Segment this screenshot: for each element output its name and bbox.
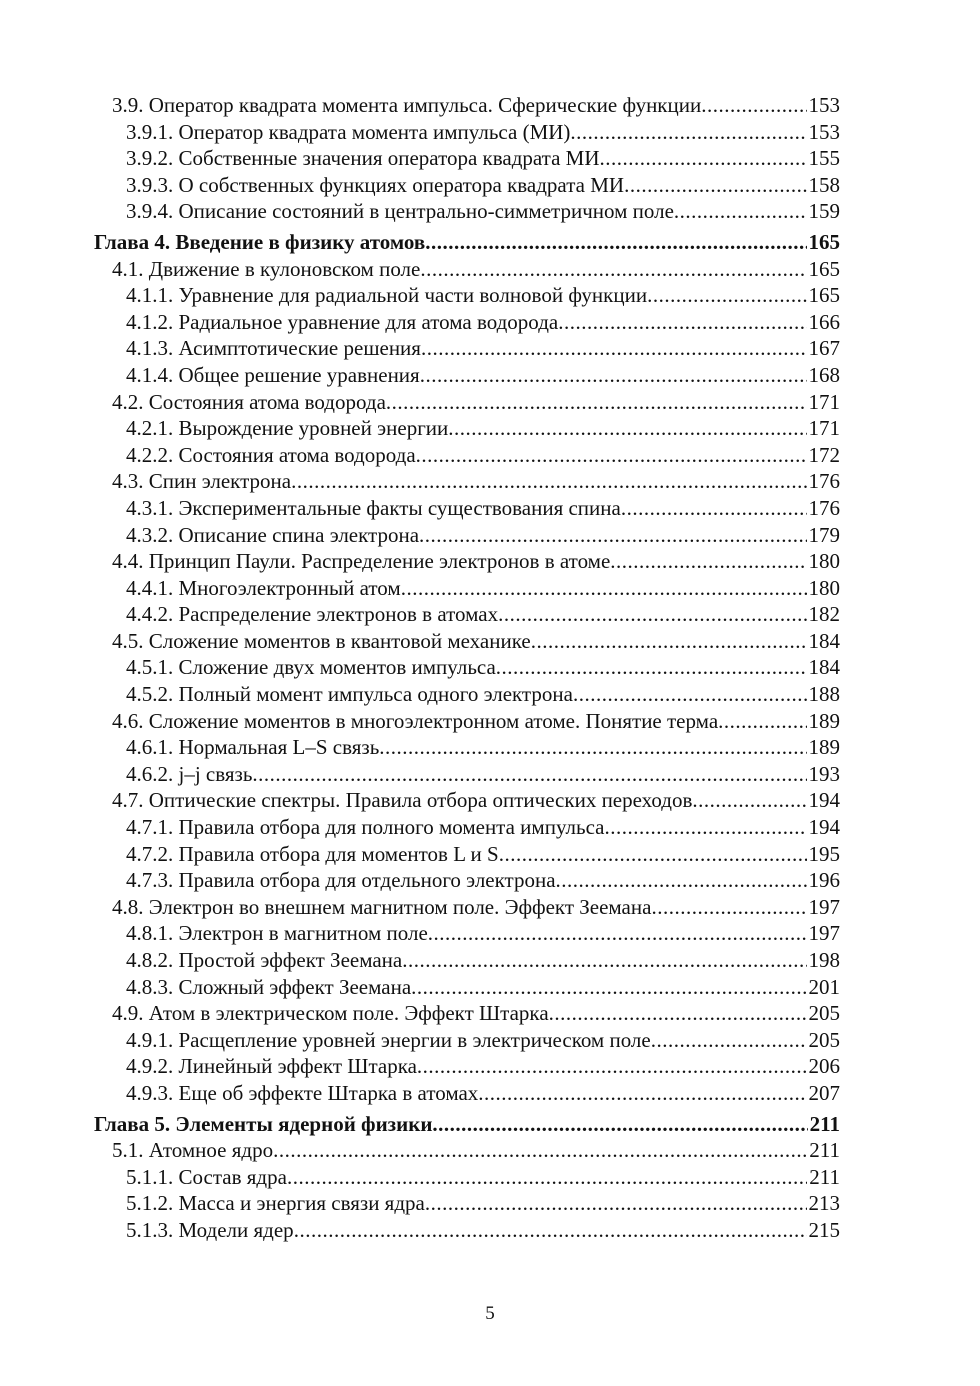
- toc-entry-title: 4.4. Принцип Паули. Распределение электронов в атоме: [112, 549, 611, 574]
- toc-leader-dots: [531, 628, 807, 655]
- toc-entry-title: 4.7.2. Правила отбора для моментов L и S: [126, 841, 499, 866]
- toc-entry-page: 196: [808, 868, 840, 893]
- toc-entry-page: 172: [808, 442, 840, 467]
- toc-subsection-entry: [94, 867, 840, 894]
- toc-entry-page: 201: [808, 974, 840, 999]
- toc-chapter-entry: [94, 229, 840, 256]
- toc-entry-page: 180: [808, 575, 840, 600]
- toc-entry-title: 4.4.2. Распределение электронов в атомах: [126, 602, 499, 627]
- toc-entry-title: 4.3. Спин электрона: [112, 469, 292, 494]
- toc-subsection-entry: [94, 1080, 840, 1107]
- toc-section-entry: [94, 468, 840, 495]
- toc-leader-dots: [499, 841, 807, 868]
- toc-entry-title: Глава 4. Введение в физику атомов: [94, 229, 426, 254]
- toc-entry-page: 168: [808, 362, 840, 387]
- toc-entry-title: 4.9.1. Расщепление уровней энергии в электрическом поле: [126, 1027, 651, 1052]
- toc-entry-title: 4.6.1. Нормальная L–S связь: [126, 735, 380, 760]
- toc-subsection-entry: [94, 415, 840, 442]
- toc-leader-dots: [448, 415, 806, 442]
- toc-leader-dots: [432, 1111, 807, 1138]
- toc-leader-dots: [496, 654, 807, 681]
- toc-leader-dots: [402, 947, 806, 974]
- toc-entry-title: 4.8.2. Простой эффект Зеемана: [126, 948, 403, 972]
- table-of-contents: [94, 92, 840, 1244]
- toc-entry-page: 165: [808, 283, 840, 308]
- toc-entry-page: 189: [808, 735, 840, 760]
- toc-entry-title: Глава 5. Элементы ядерной физики: [94, 1111, 433, 1136]
- toc-leader-dots: [294, 1217, 807, 1244]
- toc-entry-page: 180: [808, 549, 840, 574]
- toc-subsection-entry: [94, 198, 840, 225]
- toc-section-entry: [94, 1137, 840, 1164]
- toc-subsection-entry: [94, 814, 840, 841]
- toc-subsection-entry: [94, 1053, 840, 1080]
- toc-entry-page: 207: [808, 1080, 840, 1105]
- toc-entry-page: 198: [808, 948, 840, 972]
- toc-section-entry: [94, 389, 840, 416]
- toc-entry-page: 184: [808, 628, 840, 653]
- toc-leader-dots: [692, 787, 806, 814]
- toc-leader-dots: [621, 495, 807, 522]
- toc-entry-page: 189: [808, 708, 840, 733]
- toc-entry-page: 153: [808, 119, 840, 144]
- toc-entry-title: 4.6. Сложение моментов в многоэлектронном атоме. Понятие терма: [112, 708, 719, 733]
- toc-subsection-entry: [94, 601, 840, 628]
- toc-leader-dots: [425, 1190, 807, 1217]
- toc-leader-dots: [651, 1027, 807, 1054]
- toc-subsection-entry: [94, 974, 840, 1001]
- toc-entry-page: 176: [808, 469, 840, 494]
- toc-entry-title: 4.9.3. Еще об эффекте Штарка в атомах: [126, 1080, 479, 1105]
- toc-subsection-entry: [94, 1217, 840, 1244]
- toc-entry-title: 4.1.3. Асимптотические решения: [126, 336, 421, 361]
- toc-leader-dots: [600, 145, 807, 172]
- toc-subsection-entry: [94, 734, 840, 761]
- toc-entry-page: 165: [808, 256, 840, 281]
- toc-entry-title: 3.9.1. Оператор квадрата момента импульса (МИ): [126, 119, 571, 144]
- toc-entry-title: 4.8.3. Сложный эффект Зеемана: [126, 974, 412, 999]
- toc-entry-page: 155: [808, 146, 840, 171]
- toc-entry-page: 171: [808, 416, 840, 441]
- toc-leader-dots: [421, 335, 807, 362]
- toc-subsection-entry: [94, 335, 840, 362]
- toc-leader-dots: [252, 761, 806, 788]
- toc-section-entry: [94, 894, 840, 921]
- toc-leader-dots: [386, 389, 807, 416]
- toc-leader-dots: [604, 814, 806, 841]
- toc-section-entry: [94, 92, 840, 119]
- toc-entry-page: 211: [809, 1164, 840, 1189]
- toc-entry-page: 182: [808, 602, 840, 627]
- toc-leader-dots: [416, 442, 807, 469]
- toc-leader-dots: [273, 1137, 807, 1164]
- toc-leader-dots: [420, 256, 806, 283]
- toc-entry-title: 4.5.1. Сложение двух моментов импульса: [126, 655, 496, 680]
- toc-entry-title: 4.6.2. j–j связь: [126, 761, 253, 786]
- toc-subsection-entry: [94, 282, 840, 309]
- toc-entry-title: 4.8.1. Электрон в магнитном поле: [126, 921, 428, 946]
- toc-leader-dots: [647, 282, 806, 309]
- toc-entry-page: 166: [808, 309, 840, 334]
- toc-leader-dots: [425, 229, 806, 256]
- toc-chapter-entry: [94, 1111, 840, 1138]
- toc-entry-title: 3.9.2. Собственные значения оператора квадрата МИ: [126, 146, 600, 171]
- toc-leader-dots: [674, 198, 807, 225]
- toc-subsection-entry: [94, 145, 840, 172]
- toc-entry-page: 159: [808, 199, 840, 224]
- toc-leader-dots: [558, 309, 806, 336]
- toc-leader-dots: [570, 119, 806, 146]
- toc-entry-title: 3.9.3. О собственных функциях оператора квадрата МИ: [126, 172, 625, 197]
- toc-entry-page: 179: [808, 522, 840, 547]
- toc-subsection-entry: [94, 575, 840, 602]
- toc-entry-title: 4.2.2. Состояния атома водорода: [126, 442, 416, 467]
- toc-leader-dots: [411, 974, 806, 1001]
- toc-leader-dots: [419, 522, 806, 549]
- toc-entry-page: 171: [808, 389, 840, 414]
- toc-entry-title: 5.1. Атомное ядро: [112, 1138, 274, 1163]
- page-number: 5: [485, 1303, 495, 1324]
- toc-subsection-entry: [94, 522, 840, 549]
- toc-subsection-entry: [94, 362, 840, 389]
- toc-leader-dots: [718, 708, 806, 735]
- toc-entry-title: 3.9. Оператор квадрата момента импульса. Сферические функции: [112, 93, 702, 117]
- toc-entry-title: 5.1.2. Масса и энергия связи ядра: [126, 1191, 425, 1216]
- toc-entry-page: 165: [808, 229, 840, 254]
- toc-subsection-entry: [94, 495, 840, 522]
- toc-entry-page: 194: [808, 788, 840, 813]
- toc-section-entry: [94, 787, 840, 814]
- toc-leader-dots: [701, 92, 806, 119]
- toc-entry-page: 206: [808, 1054, 840, 1079]
- toc-entry-page: 176: [808, 495, 840, 520]
- toc-subsection-entry: [94, 442, 840, 469]
- toc-entry-page: 197: [808, 921, 840, 946]
- toc-entry-title: 4.1.2. Радиальное уравнение для атома водорода: [126, 309, 559, 334]
- toc-subsection-entry: [94, 681, 840, 708]
- toc-subsection-entry: [94, 1027, 840, 1054]
- toc-leader-dots: [420, 362, 807, 389]
- toc-entry-title: 4.7.1. Правила отбора для полного момента импульса: [126, 815, 605, 840]
- toc-entry-title: 4.4.1. Многоэлектронный атом: [126, 575, 401, 600]
- toc-entry-title: 5.1.1. Состав ядра: [126, 1164, 287, 1189]
- toc-entry-page: 153: [808, 93, 840, 117]
- toc-leader-dots: [624, 172, 806, 199]
- toc-entry-page: 194: [808, 815, 840, 840]
- toc-section-entry: [94, 708, 840, 735]
- toc-leader-dots: [379, 734, 806, 761]
- toc-leader-dots: [549, 1000, 807, 1027]
- toc-entry-title: 4.2. Состояния атома водорода: [112, 389, 386, 414]
- toc-leader-dots: [417, 1053, 807, 1080]
- toc-subsection-entry: [94, 654, 840, 681]
- toc-entry-page: 184: [808, 655, 840, 680]
- toc-leader-dots: [651, 894, 806, 921]
- toc-entry-title: 4.5. Сложение моментов в квантовой механике: [112, 628, 531, 653]
- toc-entry-title: 4.1. Движение в кулоновском поле: [112, 256, 421, 281]
- toc-entry-title: 4.7.3. Правила отбора для отдельного электрона: [126, 868, 556, 893]
- toc-subsection-entry: [94, 172, 840, 199]
- toc-subsection-entry: [94, 947, 840, 974]
- toc-leader-dots: [556, 867, 807, 894]
- toc-entry-page: 205: [808, 1001, 840, 1026]
- toc-entry-title: 4.2.1. Вырождение уровней энергии: [126, 416, 449, 441]
- toc-entry-title: 4.3.1. Экспериментальные факты существования спина: [126, 495, 621, 520]
- toc-entry-title: 4.1.4. Общее решение уравнения: [126, 362, 420, 387]
- toc-entry-title: 4.5.2. Полный момент импульса одного электрона: [126, 682, 573, 707]
- toc-entry-page: 193: [808, 761, 840, 786]
- toc-leader-dots: [478, 1080, 806, 1107]
- toc-section-entry: [94, 256, 840, 283]
- toc-entry-title: 4.3.2. Описание спина электрона: [126, 522, 420, 547]
- toc-subsection-entry: [94, 1190, 840, 1217]
- toc-leader-dots: [573, 681, 807, 708]
- toc-entry-title: 5.1.3. Модели ядер: [126, 1217, 294, 1242]
- toc-entry-title: 4.8. Электрон во внешнем магнитном поле. Эффект Зеемана: [112, 894, 652, 919]
- toc-entry-title: 3.9.4. Описание состояний в центрально-симметричном поле: [126, 199, 674, 224]
- toc-entry-page: 213: [808, 1191, 840, 1216]
- toc-subsection-entry: [94, 920, 840, 947]
- toc-entry-title: 4.1.1. Уравнение для радиальной части волновой функции: [126, 283, 648, 308]
- toc-entry-title: 4.9. Атом в электрическом поле. Эффект Штарка: [112, 1001, 549, 1026]
- toc-entry-title: 4.9.2. Линейный эффект Штарка: [126, 1054, 417, 1079]
- toc-subsection-entry: [94, 841, 840, 868]
- toc-leader-dots: [401, 575, 807, 602]
- toc-subsection-entry: [94, 309, 840, 336]
- toc-leader-dots: [291, 468, 806, 495]
- toc-leader-dots: [428, 920, 807, 947]
- toc-entry-page: 197: [808, 894, 840, 919]
- toc-section-entry: [94, 548, 840, 575]
- toc-subsection-entry: [94, 761, 840, 788]
- toc-subsection-entry: [94, 1164, 840, 1191]
- toc-entry-page: 211: [809, 1138, 840, 1163]
- toc-section-entry: [94, 1000, 840, 1027]
- toc-entry-page: 167: [808, 336, 840, 361]
- toc-entry-title: 4.7. Оптические спектры. Правила отбора оптических переходов: [112, 788, 693, 813]
- toc-entry-page: 215: [808, 1217, 840, 1242]
- toc-subsection-entry: [94, 119, 840, 146]
- toc-leader-dots: [287, 1164, 807, 1191]
- toc-leader-dots: [498, 601, 806, 628]
- toc-leader-dots: [610, 548, 806, 575]
- toc-entry-page: 188: [808, 682, 840, 707]
- toc-entry-page: 205: [808, 1027, 840, 1052]
- toc-section-entry: [94, 628, 840, 655]
- toc-entry-page: 211: [809, 1111, 840, 1136]
- toc-entry-page: 158: [808, 172, 840, 197]
- toc-entry-page: 195: [808, 841, 840, 866]
